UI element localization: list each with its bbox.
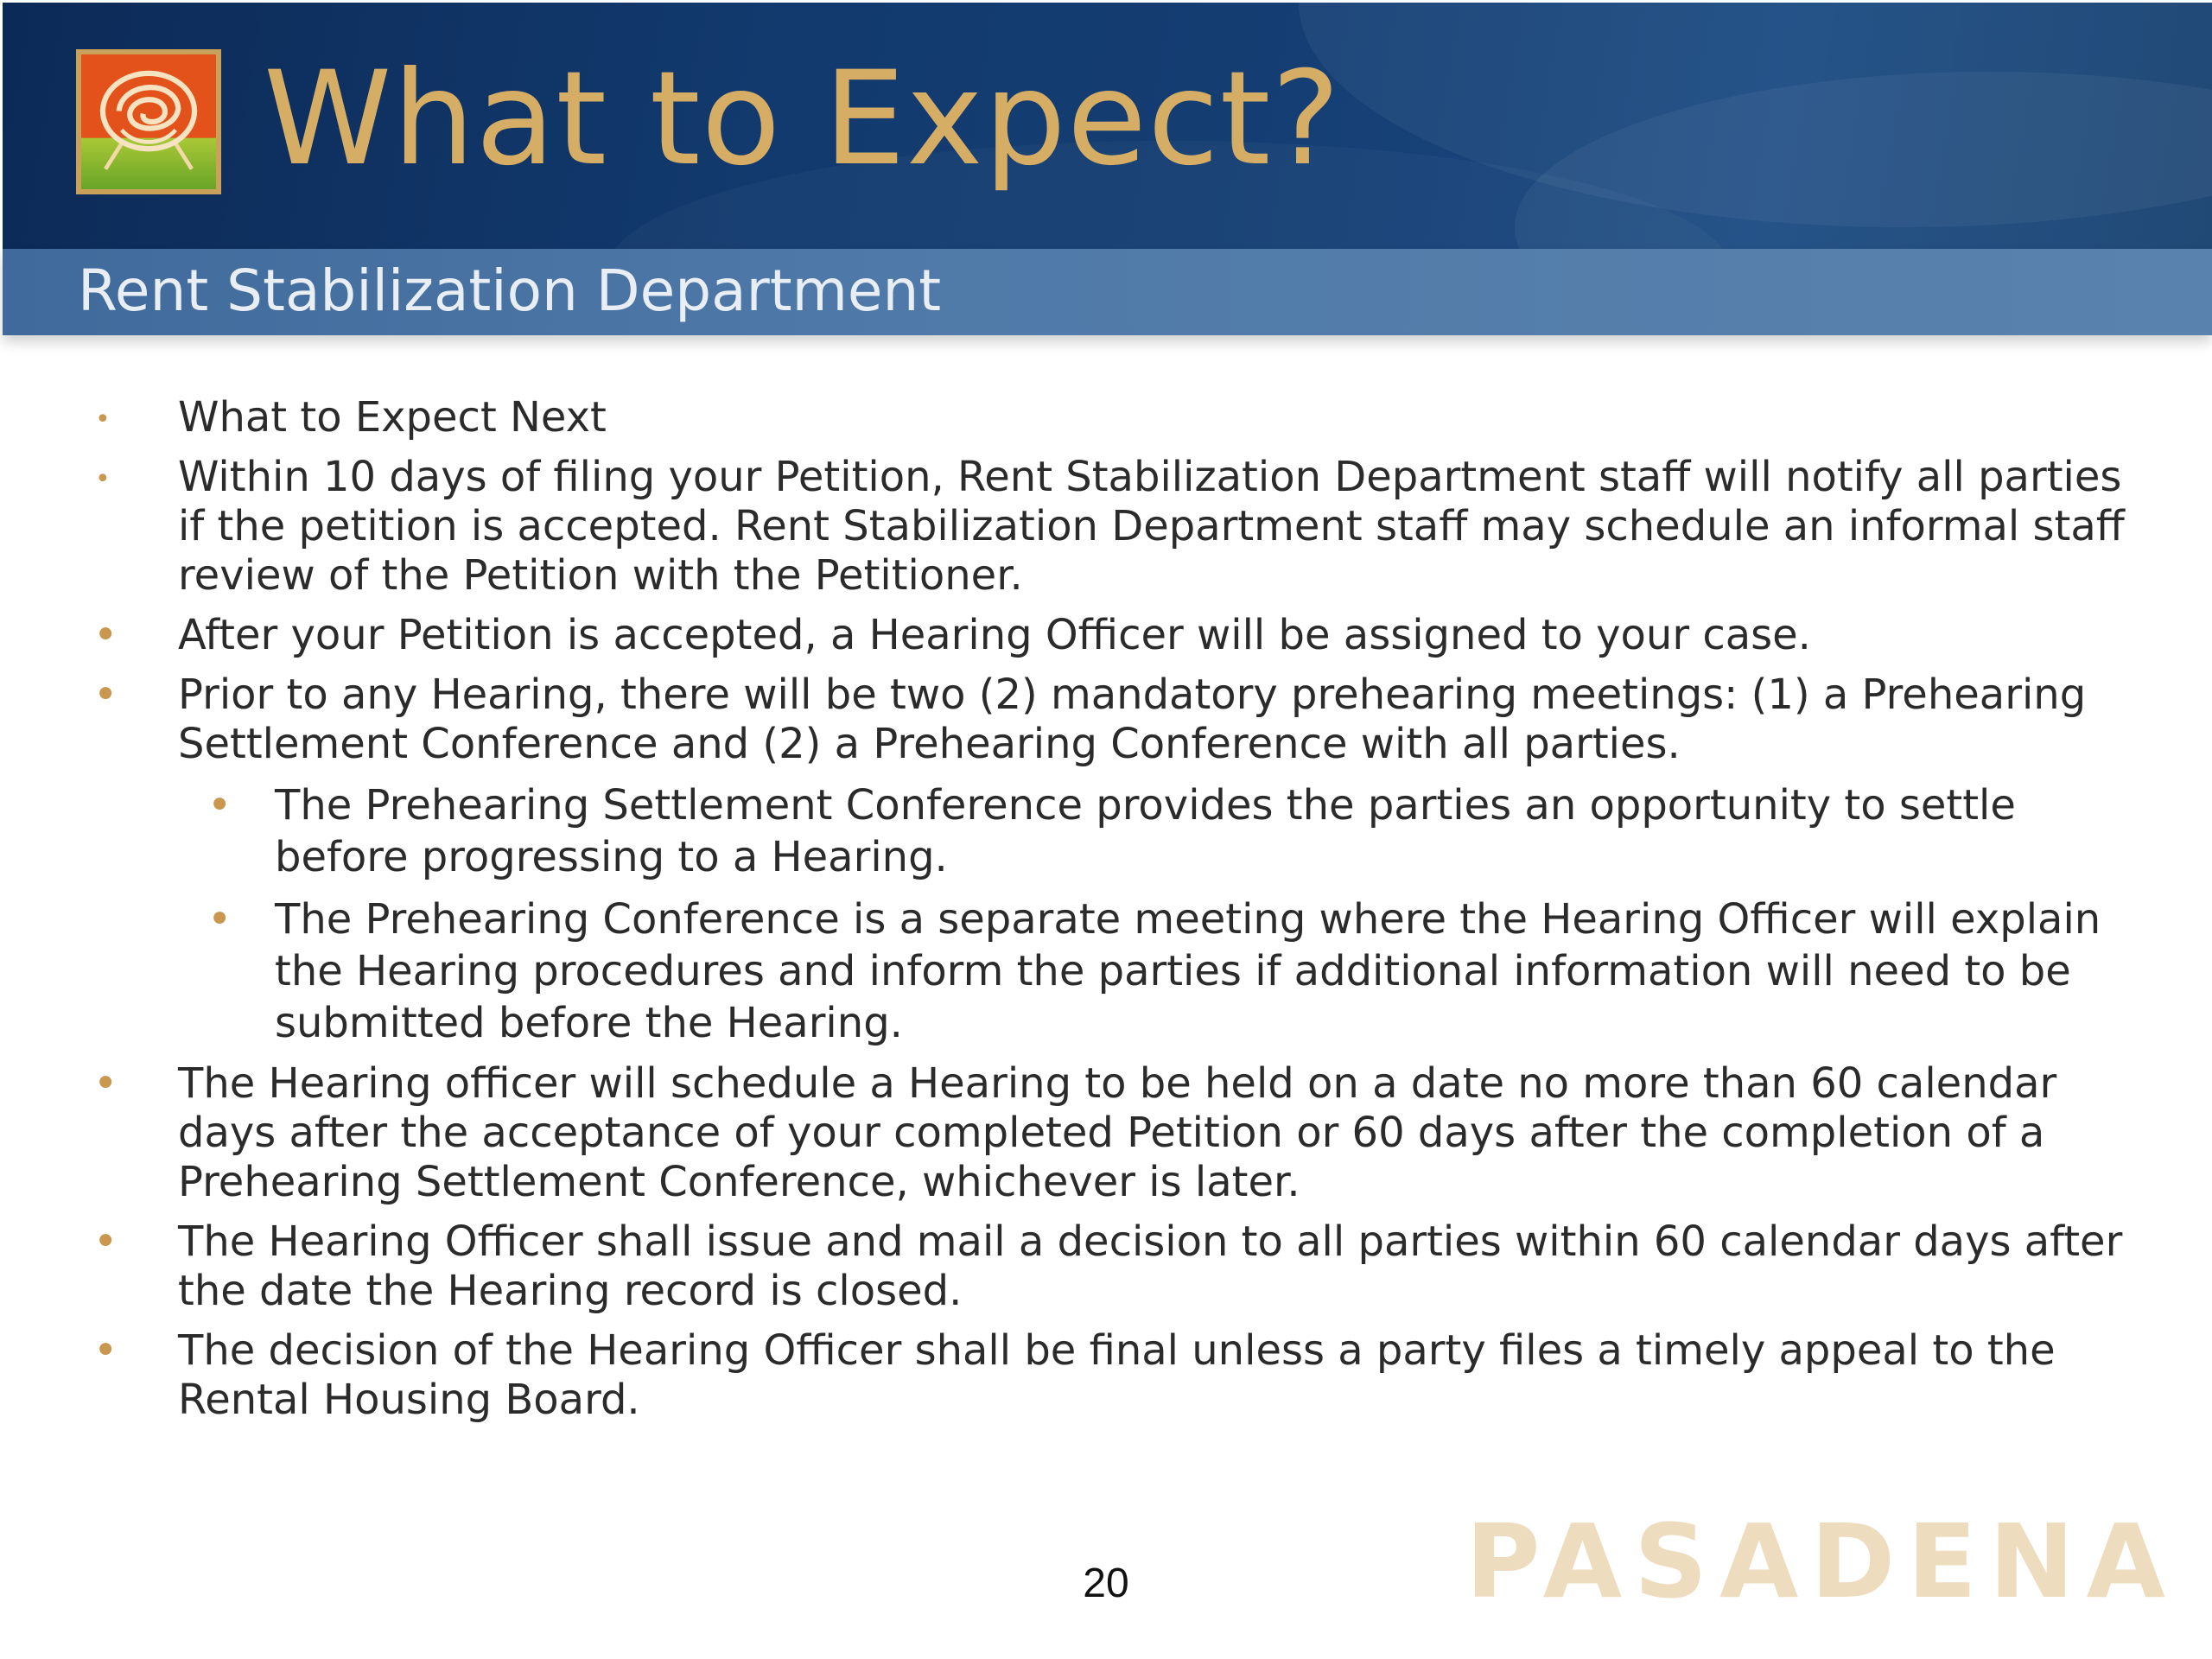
- list-item: [78, 611, 2143, 660]
- list-item-text: Prior to any Hearing, there will be two (2) mandatory prehearing meetings: (1) a Prehearing Settlement Conference and (2) a Prehearing Conference with all parties.: [178, 671, 2087, 768]
- list-item-text: The Hearing Officer shall issue and mail a decision to all parties within 60 calendar days after the date the Hearing record is closed.: [178, 1217, 2123, 1315]
- list-item: [78, 1217, 2143, 1316]
- bullet-dot-icon: •: [207, 781, 232, 830]
- bullet-dot-icon: •: [93, 671, 118, 719]
- bullet-dot-icon: •: [207, 895, 232, 944]
- pasadena-wordmark: PASADENA: [1465, 1502, 2177, 1621]
- sub-list-item: [78, 779, 2143, 883]
- bullet-dot-icon: •: [93, 1059, 118, 1108]
- list-item-text: The decision of the Hearing Officer shall be final unless a party files a timely appeal to the Rental Housing Board.: [178, 1326, 2056, 1424]
- list-item-text: After your Petition is accepted, a Hearing Officer will be assigned to your case.: [178, 611, 1811, 659]
- list-item: [78, 1326, 2143, 1425]
- bullet-dot-icon: •: [93, 1217, 118, 1266]
- bullet-dot-icon: •: [95, 404, 111, 435]
- list-item: [78, 393, 2143, 442]
- pasadena-rose-icon: [76, 49, 221, 194]
- bullet-dot-icon: •: [93, 1326, 118, 1375]
- sub-list-item-text: The Prehearing Conference is a separate meeting where the Hearing Officer will explain the Hearing procedures and inform the parties if additional information will need to be submitted before the Hearing.: [275, 895, 2101, 1047]
- list-item-text: Within 10 days of filing your Petition, Rent Stabilization Department staff will notify all parties if the petition is accepted. Rent Stabilization Department staff may schedule an informal staff review of the Petition with the Petitioner.: [178, 453, 2125, 600]
- list-item-text: What to Expect Next: [178, 393, 607, 442]
- page-number: 20: [1083, 1560, 1129, 1606]
- bullet-list: [78, 393, 2143, 1425]
- list-item-text: The Hearing officer will schedule a Hearing to be held on a date no more than 60 calendar days after the acceptance of your completed Petition or 60 days after the completion of a Prehearing Settlement Conference, whichever is later.: [178, 1059, 2057, 1206]
- bullet-dot-icon: •: [95, 464, 111, 494]
- page-title: What to Expect?: [264, 44, 1342, 194]
- sub-list-item: [78, 893, 2143, 1049]
- sub-list-item-text: The Prehearing Settlement Conference provides the parties an opportunity to settle before progressing to a Hearing.: [275, 781, 2016, 881]
- list-item: [78, 671, 2143, 769]
- bullet-dot-icon: •: [93, 611, 118, 659]
- department-subtitle: Rent Stabilization Department: [78, 257, 942, 324]
- list-item: [78, 453, 2143, 601]
- list-item: [78, 1059, 2143, 1207]
- content-body: [78, 393, 2143, 1435]
